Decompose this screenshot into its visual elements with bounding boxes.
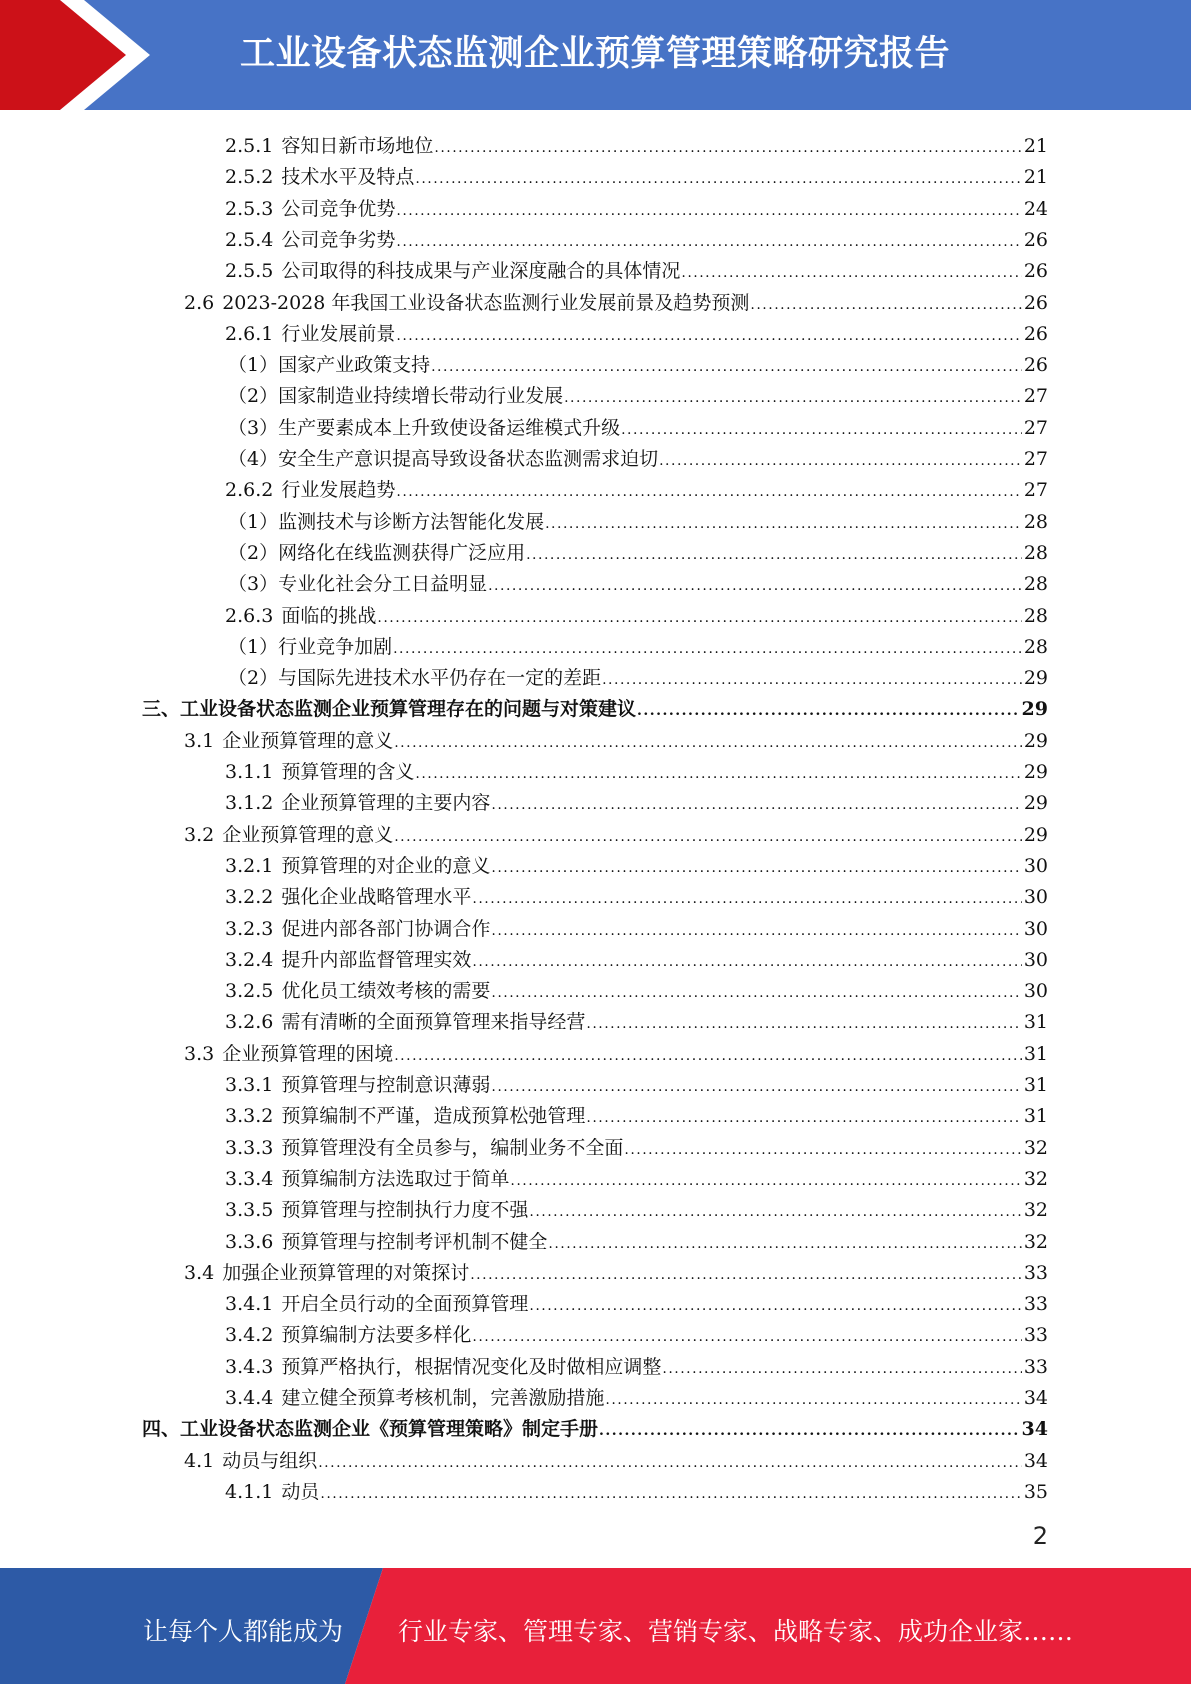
toc-entry-title: 预算管理与控制考评机制不健全 — [281, 1230, 548, 1253]
toc-entry-title: 预算管理的对企业的意义 — [281, 854, 491, 877]
toc-entry-number: 3.3.4 — [225, 1167, 274, 1190]
toc-entry-title: 生产要素成本上升致使设备运维模式升级 — [278, 416, 621, 439]
toc-entry-number: （2） — [228, 667, 279, 690]
footer-slogan-right: 行业专家、管理专家、营销专家、战略专家、成功企业家…… — [398, 1617, 1074, 1646]
toc-leader-dots — [415, 765, 1021, 783]
toc-leader-dots — [586, 1109, 1021, 1127]
toc-entry-title: 强化企业战略管理水平 — [281, 886, 472, 909]
toc-leader-dots — [472, 890, 1021, 908]
toc-entry-page: 33 — [1023, 1355, 1048, 1378]
toc-entry[interactable] — [184, 1034, 1048, 1065]
red-chevron-shape — [0, 0, 130, 110]
toc-leader-dots — [491, 859, 1021, 877]
toc-entry-title: 预算管理没有全员参与，编制业务不全面 — [281, 1136, 624, 1159]
toc-leader-dots — [659, 452, 1022, 470]
toc-entry-number: （1） — [228, 354, 279, 377]
toc-leader-dots — [529, 1297, 1021, 1315]
toc-entry-page: 26 — [1023, 354, 1048, 377]
toc-entry-title: 面临的挑战 — [281, 604, 377, 627]
toc-entry[interactable] — [225, 909, 1048, 940]
toc-entry-page: 32 — [1023, 1230, 1048, 1253]
toc-leader-dots — [491, 984, 1021, 1002]
toc-entry-number: 3.1.2 — [225, 792, 274, 815]
toc-leader-dots — [472, 953, 1021, 971]
toc-entry-number: 2.5.1 — [225, 135, 274, 157]
toc-entry-title: 预算编制方法要多样化 — [281, 1324, 472, 1347]
toc-leader-dots — [396, 327, 1021, 345]
toc-entry-number: （1） — [228, 510, 279, 533]
toc-entry-page: 21 — [1023, 166, 1048, 189]
toc-leader-dots — [394, 734, 1022, 752]
toc-entry[interactable] — [225, 251, 1048, 282]
toc-entry-page: 30 — [1023, 980, 1048, 1003]
toc-entry-number: 3.4.4 — [225, 1387, 274, 1409]
toc-entry[interactable] — [225, 220, 1048, 251]
toc-entry-page: 29 — [1021, 698, 1048, 721]
toc-entry-number: 3.2 — [184, 823, 215, 846]
toc-entry-number: 4.1.1 — [225, 1480, 274, 1503]
toc-entry-number: 3.1 — [184, 729, 215, 752]
toc-entry[interactable] — [225, 846, 1048, 877]
toc-leader-dots — [605, 1391, 1021, 1409]
toc-entry[interactable] — [228, 439, 1048, 470]
toc-entry[interactable] — [228, 533, 1048, 564]
toc-entry[interactable] — [225, 1347, 1048, 1378]
toc-entry-number: 3.2.2 — [225, 886, 274, 909]
toc-entry-number: 3.4 — [184, 1261, 215, 1284]
toc-entry-title: 网络化在线监测获得广泛应用 — [278, 541, 526, 564]
toc-entry-title: 企业预算管理的意义 — [222, 823, 394, 846]
toc-leader-dots — [526, 546, 1022, 564]
toc-entry-number: 3.1.1 — [225, 761, 274, 783]
toc-leader-dots — [599, 1422, 1020, 1440]
toc-entry[interactable] — [225, 157, 1048, 188]
toc-entry[interactable] — [225, 314, 1048, 345]
toc-entry-title: 公司竞争劣势 — [281, 228, 396, 251]
toc-entry-title: 容知日新市场地位 — [281, 135, 434, 157]
toc-entry-number: 4.1 — [184, 1449, 215, 1472]
toc-entry-number: 2.6.1 — [225, 322, 274, 345]
toc-entry-page: 28 — [1023, 635, 1048, 658]
toc-entry-page: 26 — [1023, 228, 1048, 251]
toc-entry-number: （2） — [228, 541, 279, 564]
toc-entry[interactable] — [225, 1128, 1048, 1159]
toc-entry-page: 34 — [1023, 1449, 1048, 1472]
page-footer — [0, 1568, 1191, 1684]
toc-leader-dots — [602, 671, 1022, 689]
toc-entry-number: 三、 — [142, 698, 181, 721]
toc-entry-number: 3.2.1 — [225, 854, 274, 877]
toc-entry-page: 27 — [1023, 385, 1048, 408]
toc-entry[interactable] — [228, 345, 1048, 376]
toc-leader-dots — [431, 358, 1022, 376]
toc-entry-page: 31 — [1023, 1074, 1048, 1096]
toc-leader-dots — [545, 515, 1022, 533]
toc-leader-dots — [624, 1141, 1021, 1159]
toc-entry[interactable] — [184, 721, 1048, 752]
toc-leader-dots — [472, 1328, 1021, 1346]
toc-entry[interactable] — [225, 1065, 1048, 1096]
toc-leader-dots — [681, 264, 1021, 282]
toc-entry-title: 加强企业预算管理的对策探讨 — [222, 1261, 470, 1284]
toc-entry-title: 公司竞争优势 — [281, 197, 396, 220]
toc-entry-title: 国家制造业持续增长带动行业发展 — [278, 385, 564, 408]
toc-entry[interactable] — [228, 564, 1048, 595]
toc-entry-number: 3.3.3 — [225, 1136, 274, 1159]
toc-leader-dots — [396, 483, 1021, 501]
toc-entry-number: 3.3 — [184, 1042, 215, 1065]
toc-entry-page: 29 — [1023, 729, 1048, 752]
toc-entry[interactable] — [225, 1472, 1048, 1503]
toc-entry-title: 预算管理的含义 — [281, 761, 415, 783]
toc-entry-title: 预算编制方法选取过于简单 — [281, 1167, 510, 1190]
toc-entry[interactable] — [225, 470, 1048, 501]
toc-entry[interactable] — [225, 596, 1048, 627]
toc-entry-page: 32 — [1023, 1136, 1048, 1159]
toc-entry[interactable] — [228, 627, 1048, 658]
toc-entry-number: （3） — [228, 573, 279, 596]
toc-entry-title: 预算编制不严谨，造成预算松弛管理 — [281, 1105, 586, 1128]
toc-entry-title: 企业预算管理的意义 — [222, 729, 394, 752]
toc-entry-title: 建立健全预算考核机制，完善激励措施 — [281, 1387, 605, 1409]
toc-entry-page: 28 — [1023, 604, 1048, 627]
toc-entry[interactable] — [184, 1441, 1048, 1472]
toc-entry[interactable] — [225, 1222, 1048, 1253]
toc-leader-dots — [396, 233, 1021, 251]
toc-leader-dots — [488, 577, 1022, 595]
toc-entry-number: 3.3.2 — [225, 1105, 274, 1128]
toc-leader-dots — [393, 640, 1022, 658]
toc-leader-dots — [434, 139, 1021, 157]
toc-entry[interactable] — [228, 408, 1048, 439]
toc-entry-title: 行业发展趋势 — [281, 479, 396, 502]
toc-leader-dots — [586, 1015, 1021, 1033]
toc-leader-dots — [548, 1235, 1021, 1253]
toc-entry-page: 33 — [1023, 1324, 1048, 1347]
toc-entry-page: 26 — [1023, 322, 1048, 345]
toc-entry[interactable] — [184, 815, 1048, 846]
toc-leader-dots — [415, 170, 1021, 188]
toc-entry-title: 预算管理与控制执行力度不强 — [281, 1199, 529, 1222]
footer-slogan-left: 让每个人都能成为 — [143, 1617, 344, 1646]
toc-entry-title: 工业设备状态监测企业预算管理存在的问题与对策建议 — [180, 698, 637, 721]
toc-entry-number: 3.4.2 — [225, 1324, 274, 1347]
toc-leader-dots — [394, 828, 1022, 846]
report-title: 工业设备状态监测企业预算管理策略研究报告 — [240, 34, 951, 74]
toc-entry-page: 30 — [1023, 886, 1048, 909]
toc-entry-number: 3.4.3 — [225, 1355, 274, 1378]
toc-entry[interactable] — [225, 1378, 1048, 1409]
toc-entry-page: 27 — [1023, 448, 1048, 470]
toc-entry-number: （1） — [228, 635, 279, 658]
toc-entry-page: 30 — [1023, 854, 1048, 877]
toc-leader-dots — [621, 421, 1022, 439]
toc-entry-number: 3.2.4 — [225, 948, 274, 971]
toc-entry-page: 28 — [1023, 541, 1048, 564]
toc-entry[interactable] — [225, 752, 1048, 783]
toc-entry-title: 动员 — [281, 1480, 320, 1503]
toc-entry-title: 工业设备状态监测企业《预算管理策略》制定手册 — [180, 1418, 599, 1441]
toc-entry[interactable] — [228, 376, 1048, 407]
toc-entry-title: 提升内部监督管理实效 — [281, 948, 472, 971]
toc-entry-number: 3.2.6 — [225, 1011, 274, 1034]
toc-entry[interactable] — [225, 126, 1048, 157]
toc-entry-page: 30 — [1023, 948, 1048, 971]
toc-entry-title: 动员与组织 — [222, 1449, 318, 1472]
toc-entry-number: （4） — [228, 448, 279, 470]
toc-entry-title: 专业化社会分工日益明显 — [278, 573, 488, 596]
toc-leader-dots — [318, 1454, 1022, 1472]
toc-entry-title: 行业发展前景 — [281, 322, 396, 345]
toc-entry-page: 29 — [1023, 667, 1048, 690]
toc-leader-dots — [564, 389, 1022, 407]
toc-entry-page: 29 — [1023, 792, 1048, 815]
toc-entry[interactable] — [142, 689, 1048, 720]
toc-entry[interactable] — [225, 1096, 1048, 1127]
toc-entry-number: 2.5.5 — [225, 260, 274, 283]
toc-entry-number: 3.4.1 — [225, 1293, 274, 1316]
toc-leader-dots — [662, 1360, 1021, 1378]
toc-entry-number: 四、 — [142, 1418, 181, 1441]
toc-entry[interactable] — [225, 1159, 1048, 1190]
toc-entry-page: 27 — [1023, 479, 1048, 502]
toc-entry-page: 26 — [1023, 291, 1048, 314]
toc-leader-dots — [750, 296, 1021, 314]
toc-leader-dots — [320, 1485, 1021, 1503]
toc-entry-title: 行业竞争加剧 — [278, 635, 393, 658]
toc-entry[interactable] — [184, 1253, 1048, 1284]
toc-entry-page: 34 — [1021, 1418, 1048, 1441]
toc-entry-title: 监测技术与诊断方法智能化发展 — [278, 510, 545, 533]
toc-entry-page: 24 — [1023, 197, 1048, 220]
toc-entry-page: 31 — [1023, 1105, 1048, 1128]
toc-entry[interactable] — [225, 1315, 1048, 1346]
toc-entry[interactable] — [225, 971, 1048, 1002]
toc-entry-title: 企业预算管理的困境 — [222, 1042, 394, 1065]
toc-entry-title: 预算严格执行，根据情况变化及时做相应调整 — [281, 1355, 662, 1378]
toc-entry-page: 35 — [1023, 1480, 1048, 1503]
toc-entry-title: 技术水平及特点 — [281, 166, 415, 189]
toc-entry-title: 预算管理与控制意识薄弱 — [281, 1074, 491, 1096]
toc-entry-page: 31 — [1023, 1011, 1048, 1034]
toc-entry-number: 2.6.3 — [225, 604, 274, 627]
toc-leader-dots — [491, 922, 1021, 940]
toc-entry[interactable] — [225, 1284, 1048, 1315]
toc-entry[interactable] — [228, 658, 1048, 689]
toc-leader-dots — [394, 1047, 1022, 1065]
toc-entry-page: 28 — [1023, 510, 1048, 533]
toc-leader-dots — [491, 796, 1021, 814]
toc-entry-number: 3.3.6 — [225, 1230, 274, 1253]
toc-entry-page: 31 — [1023, 1042, 1048, 1065]
toc-entry-page: 32 — [1023, 1199, 1048, 1222]
toc-entry-title: 需有清晰的全面预算管理来指导经营 — [281, 1011, 586, 1034]
toc-entry-title: 促进内部各部门协调合作 — [281, 917, 491, 940]
toc-leader-dots — [510, 1172, 1021, 1190]
toc-entry-number: （2） — [228, 385, 279, 408]
toc-entry-page: 33 — [1023, 1261, 1048, 1284]
toc-entry[interactable] — [225, 1190, 1048, 1221]
toc-entry[interactable] — [142, 1409, 1048, 1440]
toc-entry[interactable] — [228, 502, 1048, 533]
toc-entry-page: 26 — [1023, 260, 1048, 283]
toc-leader-dots — [396, 202, 1021, 220]
toc-entry-number: （3） — [228, 416, 279, 439]
toc-entry[interactable] — [225, 783, 1048, 814]
toc-entry-page: 21 — [1023, 135, 1048, 157]
toc-entry-number: 3.2.3 — [225, 917, 274, 940]
toc-entry-number: 3.3.5 — [225, 1199, 274, 1222]
toc-entry-title: 国家产业政策支持 — [278, 354, 431, 377]
toc-entry-page: 28 — [1023, 573, 1048, 596]
page-header — [0, 0, 1191, 110]
toc-entry[interactable] — [225, 189, 1048, 220]
toc-entry-number: 2.6.2 — [225, 479, 274, 502]
toc-entry-number: 2.6 — [184, 291, 215, 314]
toc-entry-number: 3.2.5 — [225, 980, 274, 1003]
toc-entry-title: 企业预算管理的主要内容 — [281, 792, 491, 815]
toc-leader-dots — [637, 702, 1020, 720]
toc-entry[interactable] — [225, 877, 1048, 908]
toc-leader-dots — [470, 1266, 1022, 1284]
toc-entry-page: 30 — [1023, 917, 1048, 940]
toc-entry-number: 3.3.1 — [225, 1074, 274, 1096]
toc-entry-number: 2.5.2 — [225, 166, 274, 189]
page-number: 2 — [1032, 1522, 1048, 1550]
toc-leader-dots — [529, 1203, 1021, 1221]
toc-entry[interactable] — [184, 283, 1048, 314]
toc-leader-dots — [377, 609, 1021, 627]
toc-entry-page: 27 — [1023, 416, 1048, 439]
toc-entry-page: 32 — [1023, 1167, 1048, 1190]
toc-entry-title: 开启全员行动的全面预算管理 — [281, 1293, 529, 1316]
toc-entry-title: 与国际先进技术水平仍存在一定的差距 — [278, 667, 602, 690]
chevron-logo-icon — [0, 0, 150, 110]
toc-entry-title: 优化员工绩效考核的需要 — [281, 980, 491, 1003]
toc-entry[interactable] — [225, 940, 1048, 971]
toc-entry-page: 29 — [1023, 761, 1048, 783]
toc-entry-number: 2.5.4 — [225, 228, 274, 251]
toc-entry-title: 公司取得的科技成果与产业深度融合的具体情况 — [281, 260, 681, 283]
toc-entry[interactable] — [225, 1002, 1048, 1033]
toc-entry-number: 2.5.3 — [225, 197, 274, 220]
toc-entry-page: 33 — [1023, 1293, 1048, 1316]
toc-entry-title: 安全生产意识提高导致设备状态监测需求迫切 — [278, 448, 659, 470]
toc-entry-page: 34 — [1023, 1387, 1048, 1409]
toc-leader-dots — [491, 1078, 1021, 1096]
toc-entry-title: 2023-2028 年我国工业设备状态监测行业发展前景及趋势预测 — [222, 291, 750, 314]
toc-entry-page: 29 — [1023, 823, 1048, 846]
